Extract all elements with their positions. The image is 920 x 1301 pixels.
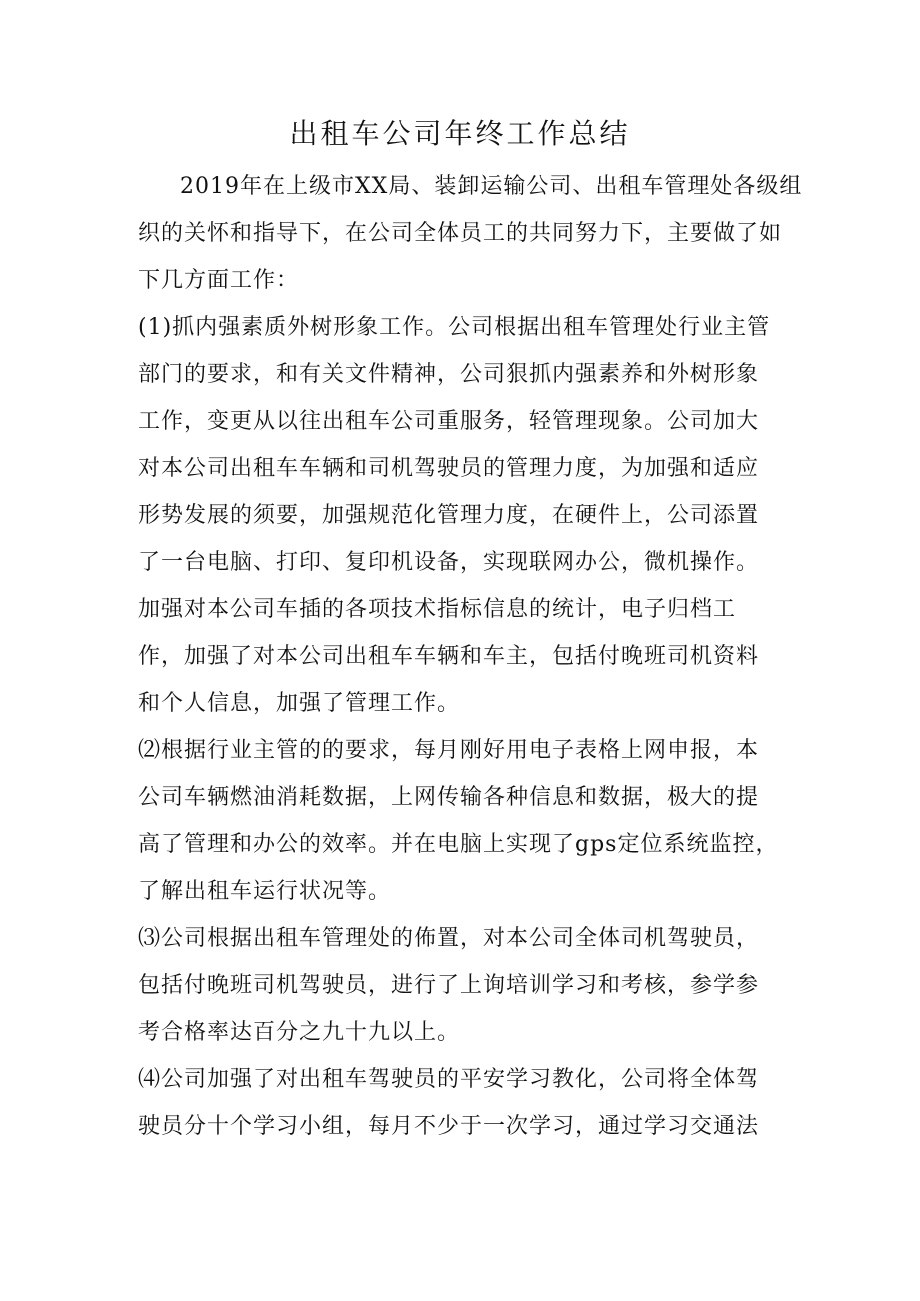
page-title: 出租车公司年终工作总结 — [289, 117, 631, 150]
paragraph-line: 对本公司出租车车辆和司机驾驶员的管理力度，为加强和适应 — [138, 456, 760, 481]
paragraph-line: 了一台电脑、打印、复印机设备，实现联网办公，微机操作。 — [138, 550, 760, 575]
paragraph-line: 下几方面工作： — [138, 268, 300, 293]
paragraph-line: 织的关怀和指导下，在公司全体员工的共同努力下，主要做了如 — [138, 221, 783, 246]
paragraph-line: 考合格率达百分之九十九以上。 — [138, 1020, 461, 1045]
paragraph-line: 作，加强了对本公司出租车车辆和车主，包括付晚班司机资料 — [138, 644, 760, 669]
paragraph-line: 部门的要求，和有关文件精神，公司狠抓内强素养和外树形象 — [138, 362, 760, 387]
paragraph-line: 包括付晚班司机驾驶员，进行了上询培训学习和考核，参学参 — [138, 973, 760, 998]
paragraph-line: 形势发展的须要，加强规范化管理力度，在硬件上，公司添置 — [138, 503, 760, 528]
paragraph-line: (1)抓内强素质外树形象工作。公司根据出租车管理处行业主管 — [138, 315, 771, 340]
paragraph-line: 2019年在上级市XX局、装卸运输公司、出租车管理处各级组 — [180, 174, 803, 199]
paragraph-line: 加强对本公司车插的各项技术指标信息的统计，电子归档工 — [138, 597, 737, 622]
paragraph-line: 公司车辆燃油消耗数据，上网传输各种信息和数据，极大的提 — [138, 785, 760, 810]
paragraph-line: ⑶公司根据出租车管理处的佈置，对本公司全体司机驾驶员， — [138, 926, 760, 951]
paragraph-line: ⑷公司加强了对出租车驾驶员的平安学习教化，公司将全体驾 — [138, 1067, 760, 1092]
paragraph-line: 了解出租车运行状况等。 — [138, 879, 392, 904]
paragraph-line: 工作，变更从以往出租车公司重服务，轻管理现象。公司加大 — [138, 409, 760, 434]
paragraph-line: 和个人信息，加强了管理工作。 — [138, 691, 461, 716]
paragraph-line: 高了管理和办公的效率。并在电脑上实现了gps定位系统监控， — [138, 832, 779, 857]
paragraph-line: 驶员分十个学习小组，每月不少于一次学习，通过学习交通法 — [138, 1114, 760, 1139]
paragraph-line: ⑵根据行业主管的的要求，每月刚好用电子表格上网申报，本 — [138, 738, 760, 763]
